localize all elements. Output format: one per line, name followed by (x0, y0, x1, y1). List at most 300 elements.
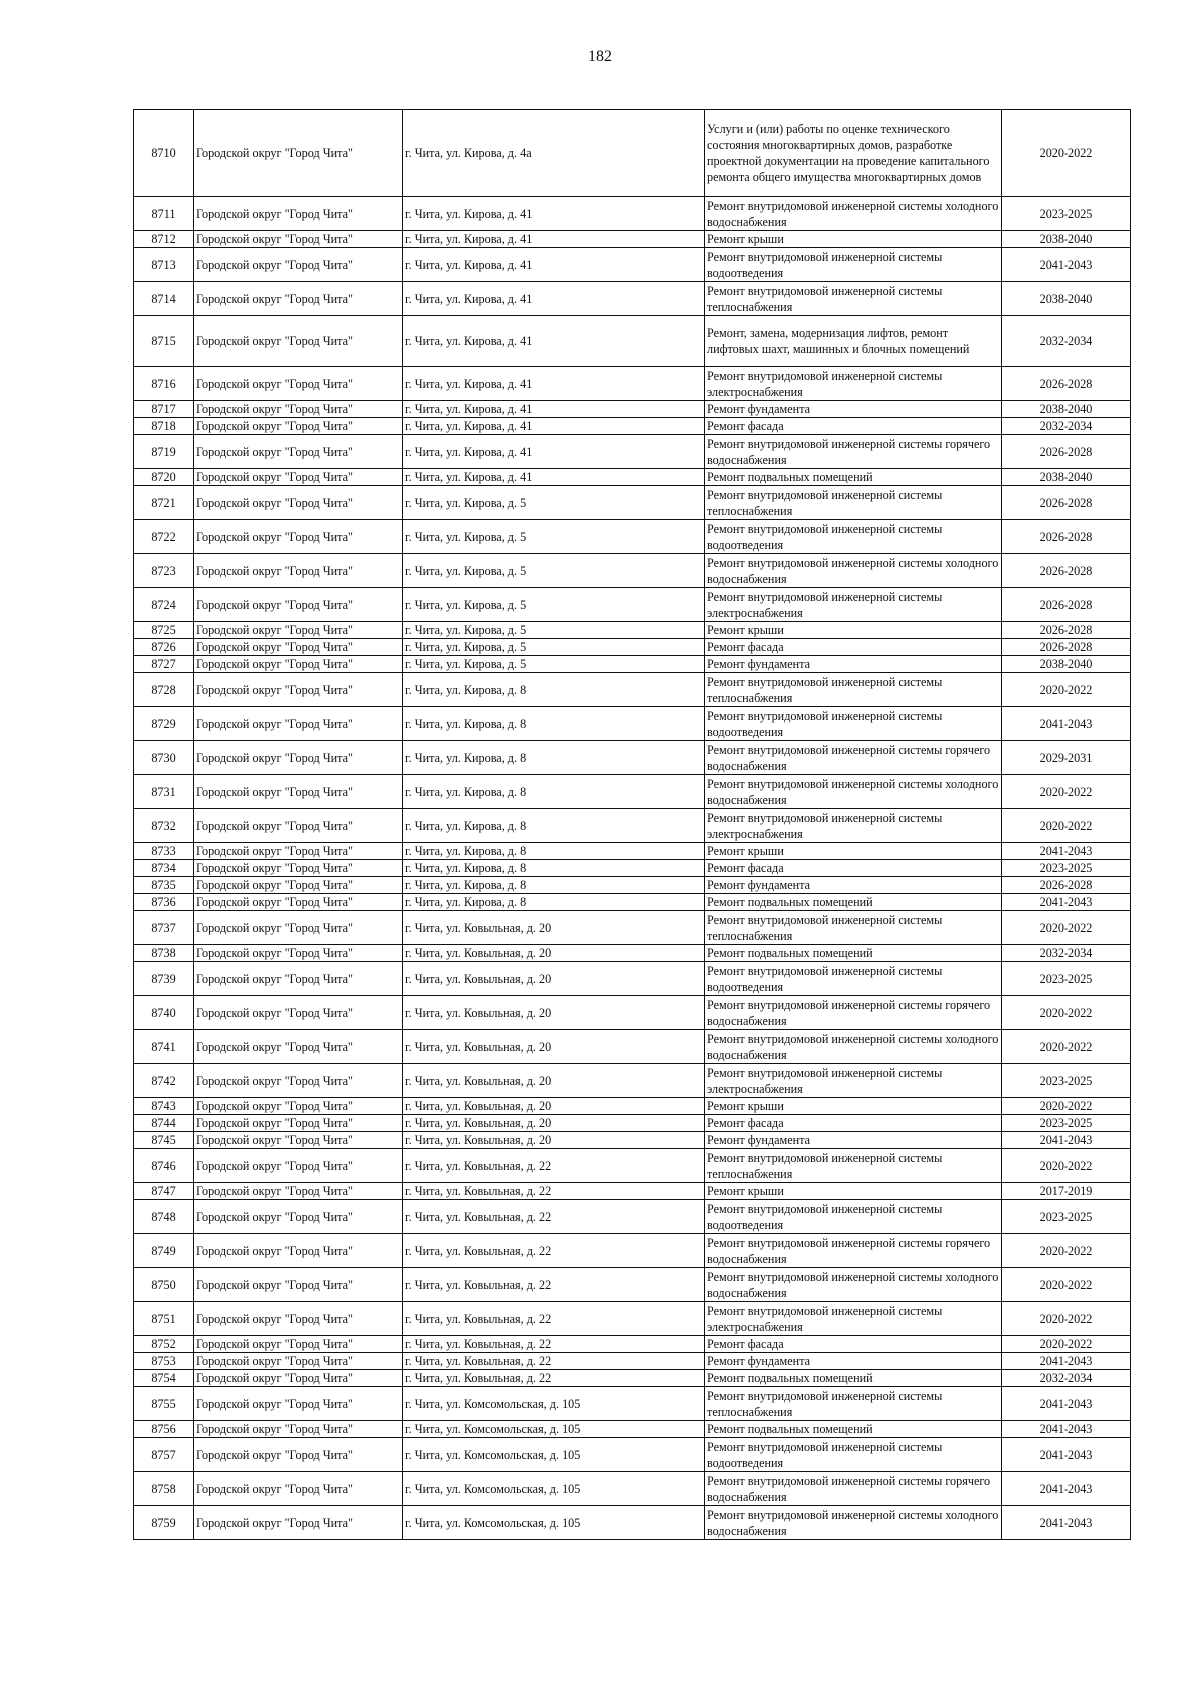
row-number-cell: 8754 (134, 1370, 194, 1387)
row-number-cell: 8755 (134, 1387, 194, 1421)
municipality-cell: Городской округ "Город Чита" (194, 843, 403, 860)
period-cell: 2041-2043 (1002, 248, 1131, 282)
table-row (134, 418, 1131, 435)
period-cell: 2023-2025 (1002, 1064, 1131, 1098)
row-number-cell: 8738 (134, 945, 194, 962)
work-type-cell: Ремонт крыши (705, 1098, 1002, 1115)
table-row (134, 622, 1131, 639)
address-cell: г. Чита, ул. Кирова, д. 8 (403, 707, 705, 741)
table-row (134, 231, 1131, 248)
row-number-cell: 8726 (134, 639, 194, 656)
table-row (134, 1234, 1131, 1268)
address-cell: г. Чита, ул. Кирова, д. 4а (403, 110, 705, 197)
municipality-cell: Городской округ "Город Чита" (194, 860, 403, 877)
work-type-cell: Ремонт фундамента (705, 1353, 1002, 1370)
municipality-cell: Городской округ "Город Чита" (194, 809, 403, 843)
period-cell: 2038-2040 (1002, 282, 1131, 316)
municipality-cell: Городской округ "Город Чита" (194, 316, 403, 367)
address-cell: г. Чита, ул. Кирова, д. 8 (403, 741, 705, 775)
municipality-cell: Городской округ "Город Чита" (194, 1472, 403, 1506)
municipality-cell: Городской округ "Город Чита" (194, 282, 403, 316)
period-cell: 2020-2022 (1002, 1234, 1131, 1268)
address-cell: г. Чита, ул. Комсомольская, д. 105 (403, 1438, 705, 1472)
page-number: 182 (588, 48, 612, 65)
work-type-cell: Ремонт внутридомовой инженерной системы холодного водоснабжения (705, 197, 1002, 231)
period-cell: 2038-2040 (1002, 469, 1131, 486)
row-number-cell: 8718 (134, 418, 194, 435)
work-type-cell: Ремонт внутридомовой инженерной системы водоотведения (705, 962, 1002, 996)
period-cell: 2032-2034 (1002, 1370, 1131, 1387)
address-cell: г. Чита, ул. Ковыльная, д. 22 (403, 1370, 705, 1387)
row-number-cell: 8727 (134, 656, 194, 673)
municipality-cell: Городской округ "Город Чита" (194, 1234, 403, 1268)
municipality-cell: Городской округ "Город Чита" (194, 1302, 403, 1336)
row-number-cell: 8757 (134, 1438, 194, 1472)
address-cell: г. Чита, ул. Кирова, д. 8 (403, 843, 705, 860)
address-cell: г. Чита, ул. Ковыльная, д. 20 (403, 1098, 705, 1115)
work-type-cell: Ремонт внутридомовой инженерной системы горячего водоснабжения (705, 1472, 1002, 1506)
table-row (134, 1438, 1131, 1472)
work-type-cell: Ремонт внутридомовой инженерной системы водоотведения (705, 520, 1002, 554)
municipality-cell: Городской округ "Город Чита" (194, 911, 403, 945)
table-row (134, 639, 1131, 656)
row-number-cell: 8735 (134, 877, 194, 894)
address-cell: г. Чита, ул. Ковыльная, д. 22 (403, 1336, 705, 1353)
table-row (134, 197, 1131, 231)
work-type-cell: Ремонт внутридомовой инженерной системы водоотведения (705, 248, 1002, 282)
row-number-cell: 8750 (134, 1268, 194, 1302)
municipality-cell: Городской округ "Город Чита" (194, 231, 403, 248)
table-row (134, 843, 1131, 860)
period-cell: 2026-2028 (1002, 588, 1131, 622)
work-type-cell: Ремонт внутридомовой инженерной системы горячего водоснабжения (705, 741, 1002, 775)
municipality-cell: Городской округ "Город Чита" (194, 1268, 403, 1302)
address-cell: г. Чита, ул. Ковыльная, д. 22 (403, 1200, 705, 1234)
period-cell: 2020-2022 (1002, 1336, 1131, 1353)
table-row (134, 282, 1131, 316)
row-number-cell: 8719 (134, 435, 194, 469)
table-row (134, 367, 1131, 401)
period-cell: 2038-2040 (1002, 231, 1131, 248)
table-body (134, 110, 1131, 1540)
period-cell: 2041-2043 (1002, 1132, 1131, 1149)
address-cell: г. Чита, ул. Комсомольская, д. 105 (403, 1387, 705, 1421)
period-cell: 2020-2022 (1002, 673, 1131, 707)
table-row (134, 996, 1131, 1030)
table-row (134, 110, 1131, 197)
row-number-cell: 8752 (134, 1336, 194, 1353)
address-cell: г. Чита, ул. Комсомольская, д. 105 (403, 1472, 705, 1506)
row-number-cell: 8720 (134, 469, 194, 486)
municipality-cell: Городской округ "Город Чита" (194, 1336, 403, 1353)
table-row (134, 894, 1131, 911)
municipality-cell: Городской округ "Город Чита" (194, 1149, 403, 1183)
work-type-cell: Ремонт внутридомовой инженерной системы электроснабжения (705, 1302, 1002, 1336)
row-number-cell: 8712 (134, 231, 194, 248)
table-row (134, 877, 1131, 894)
address-cell: г. Чита, ул. Кирова, д. 41 (403, 401, 705, 418)
table-row (134, 1370, 1131, 1387)
row-number-cell: 8721 (134, 486, 194, 520)
period-cell: 2020-2022 (1002, 809, 1131, 843)
work-type-cell: Ремонт внутридомовой инженерной системы теплоснабжения (705, 673, 1002, 707)
address-cell: г. Чита, ул. Кирова, д. 41 (403, 469, 705, 486)
address-cell: г. Чита, ул. Кирова, д. 5 (403, 656, 705, 673)
table-row (134, 248, 1131, 282)
work-type-cell: Ремонт крыши (705, 231, 1002, 248)
table-row (134, 435, 1131, 469)
municipality-cell: Городской округ "Город Чита" (194, 1115, 403, 1132)
period-cell: 2038-2040 (1002, 401, 1131, 418)
address-cell: г. Чита, ул. Кирова, д. 5 (403, 588, 705, 622)
address-cell: г. Чита, ул. Комсомольская, д. 105 (403, 1506, 705, 1540)
period-cell: 2020-2022 (1002, 911, 1131, 945)
period-cell: 2026-2028 (1002, 520, 1131, 554)
period-cell: 2026-2028 (1002, 554, 1131, 588)
address-cell: г. Чита, ул. Ковыльная, д. 20 (403, 911, 705, 945)
municipality-cell: Городской округ "Город Чита" (194, 707, 403, 741)
municipality-cell: Городской округ "Город Чита" (194, 741, 403, 775)
period-cell: 2041-2043 (1002, 1421, 1131, 1438)
row-number-cell: 8711 (134, 197, 194, 231)
address-cell: г. Чита, ул. Кирова, д. 5 (403, 520, 705, 554)
row-number-cell: 8749 (134, 1234, 194, 1268)
table-row (134, 316, 1131, 367)
table-row (134, 656, 1131, 673)
municipality-cell: Городской округ "Город Чита" (194, 877, 403, 894)
work-type-cell: Ремонт внутридомовой инженерной системы холодного водоснабжения (705, 1030, 1002, 1064)
address-cell: г. Чита, ул. Кирова, д. 8 (403, 809, 705, 843)
address-cell: г. Чита, ул. Ковыльная, д. 22 (403, 1149, 705, 1183)
work-type-cell: Ремонт подвальных помещений (705, 945, 1002, 962)
address-cell: г. Чита, ул. Кирова, д. 41 (403, 418, 705, 435)
table-row (134, 588, 1131, 622)
address-cell: г. Чита, ул. Кирова, д. 8 (403, 673, 705, 707)
table-row (134, 1302, 1131, 1336)
municipality-cell: Городской округ "Город Чита" (194, 1387, 403, 1421)
row-number-cell: 8710 (134, 110, 194, 197)
row-number-cell: 8758 (134, 1472, 194, 1506)
work-type-cell: Ремонт фундамента (705, 401, 1002, 418)
period-cell: 2032-2034 (1002, 316, 1131, 367)
address-cell: г. Чита, ул. Кирова, д. 41 (403, 282, 705, 316)
work-type-cell: Ремонт внутридомовой инженерной системы электроснабжения (705, 367, 1002, 401)
municipality-cell: Городской округ "Город Чита" (194, 775, 403, 809)
municipality-cell: Городской округ "Город Чита" (194, 418, 403, 435)
table-row (134, 469, 1131, 486)
row-number-cell: 8729 (134, 707, 194, 741)
row-number-cell: 8748 (134, 1200, 194, 1234)
row-number-cell: 8714 (134, 282, 194, 316)
table-row (134, 1421, 1131, 1438)
row-number-cell: 8724 (134, 588, 194, 622)
municipality-cell: Городской округ "Город Чита" (194, 656, 403, 673)
row-number-cell: 8731 (134, 775, 194, 809)
address-cell: г. Чита, ул. Кирова, д. 8 (403, 894, 705, 911)
work-type-cell: Ремонт подвальных помещений (705, 894, 1002, 911)
table-row (134, 911, 1131, 945)
table-row (134, 945, 1131, 962)
row-number-cell: 8747 (134, 1183, 194, 1200)
table-row (134, 775, 1131, 809)
row-number-cell: 8756 (134, 1421, 194, 1438)
period-cell: 2023-2025 (1002, 962, 1131, 996)
row-number-cell: 8716 (134, 367, 194, 401)
work-type-cell: Ремонт фасада (705, 418, 1002, 435)
address-cell: г. Чита, ул. Ковыльная, д. 20 (403, 1064, 705, 1098)
address-cell: г. Чита, ул. Ковыльная, д. 20 (403, 1115, 705, 1132)
row-number-cell: 8753 (134, 1353, 194, 1370)
row-number-cell: 8713 (134, 248, 194, 282)
work-type-cell: Ремонт внутридомовой инженерной системы водоотведения (705, 707, 1002, 741)
row-number-cell: 8743 (134, 1098, 194, 1115)
address-cell: г. Чита, ул. Ковыльная, д. 20 (403, 1030, 705, 1064)
municipality-cell: Городской округ "Город Чита" (194, 1183, 403, 1200)
period-cell: 2032-2034 (1002, 945, 1131, 962)
row-number-cell: 8717 (134, 401, 194, 418)
work-type-cell: Ремонт внутридомовой инженерной системы горячего водоснабжения (705, 435, 1002, 469)
table-row (134, 1336, 1131, 1353)
period-cell: 2026-2028 (1002, 435, 1131, 469)
municipality-cell: Городской округ "Город Чита" (194, 1506, 403, 1540)
row-number-cell: 8732 (134, 809, 194, 843)
address-cell: г. Чита, ул. Кирова, д. 5 (403, 486, 705, 520)
row-number-cell: 8723 (134, 554, 194, 588)
table-row (134, 1268, 1131, 1302)
work-type-cell: Ремонт фундамента (705, 877, 1002, 894)
municipality-cell: Городской округ "Город Чита" (194, 401, 403, 418)
work-type-cell: Ремонт внутридомовой инженерной системы горячего водоснабжения (705, 996, 1002, 1030)
period-cell: 2026-2028 (1002, 639, 1131, 656)
work-type-cell: Ремонт подвальных помещений (705, 1421, 1002, 1438)
address-cell: г. Чита, ул. Ковыльная, д. 20 (403, 945, 705, 962)
period-cell: 2032-2034 (1002, 418, 1131, 435)
period-cell: 2041-2043 (1002, 843, 1131, 860)
row-number-cell: 8733 (134, 843, 194, 860)
municipality-cell: Городской округ "Город Чита" (194, 1200, 403, 1234)
row-number-cell: 8722 (134, 520, 194, 554)
address-cell: г. Чита, ул. Кирова, д. 41 (403, 231, 705, 248)
table-row (134, 486, 1131, 520)
address-cell: г. Чита, ул. Кирова, д. 41 (403, 316, 705, 367)
period-cell: 2023-2025 (1002, 1200, 1131, 1234)
table-row (134, 1115, 1131, 1132)
address-cell: г. Чита, ул. Кирова, д. 5 (403, 639, 705, 656)
municipality-cell: Городской округ "Город Чита" (194, 1353, 403, 1370)
table-row (134, 1353, 1131, 1370)
address-cell: г. Чита, ул. Ковыльная, д. 22 (403, 1302, 705, 1336)
address-cell: г. Чита, ул. Кирова, д. 41 (403, 367, 705, 401)
table-row (134, 1200, 1131, 1234)
row-number-cell: 8725 (134, 622, 194, 639)
row-number-cell: 8739 (134, 962, 194, 996)
address-cell: г. Чита, ул. Ковыльная, д. 20 (403, 962, 705, 996)
period-cell: 2023-2025 (1002, 197, 1131, 231)
address-cell: г. Чита, ул. Ковыльная, д. 22 (403, 1268, 705, 1302)
row-number-cell: 8715 (134, 316, 194, 367)
table-row (134, 1030, 1131, 1064)
table-row (134, 673, 1131, 707)
table-row (134, 1064, 1131, 1098)
municipality-cell: Городской округ "Город Чита" (194, 486, 403, 520)
period-cell: 2020-2022 (1002, 1030, 1131, 1064)
row-number-cell: 8759 (134, 1506, 194, 1540)
address-cell: г. Чита, ул. Кирова, д. 5 (403, 622, 705, 639)
period-cell: 2020-2022 (1002, 1268, 1131, 1302)
period-cell: 2020-2022 (1002, 110, 1131, 197)
municipality-cell: Городской округ "Город Чита" (194, 588, 403, 622)
address-cell: г. Чита, ул. Ковыльная, д. 22 (403, 1353, 705, 1370)
row-number-cell: 8737 (134, 911, 194, 945)
row-number-cell: 8746 (134, 1149, 194, 1183)
municipality-cell: Городской округ "Город Чита" (194, 1064, 403, 1098)
work-type-cell: Ремонт подвальных помещений (705, 469, 1002, 486)
municipality-cell: Городской округ "Город Чита" (194, 962, 403, 996)
work-type-cell: Ремонт крыши (705, 1183, 1002, 1200)
row-number-cell: 8742 (134, 1064, 194, 1098)
table-row (134, 1506, 1131, 1540)
period-cell: 2023-2025 (1002, 860, 1131, 877)
work-type-cell: Ремонт внутридомовой инженерной системы теплоснабжения (705, 282, 1002, 316)
period-cell: 2041-2043 (1002, 1353, 1131, 1370)
address-cell: г. Чита, ул. Кирова, д. 41 (403, 197, 705, 231)
table-row (134, 1132, 1131, 1149)
table-row (134, 1098, 1131, 1115)
municipality-cell: Городской округ "Город Чита" (194, 639, 403, 656)
municipality-cell: Городской округ "Город Чита" (194, 1098, 403, 1115)
address-cell: г. Чита, ул. Комсомольская, д. 105 (403, 1421, 705, 1438)
period-cell: 2026-2028 (1002, 486, 1131, 520)
work-type-cell: Ремонт внутридомовой инженерной системы водоотведения (705, 1200, 1002, 1234)
table-row (134, 860, 1131, 877)
municipality-cell: Городской округ "Город Чита" (194, 197, 403, 231)
period-cell: 2020-2022 (1002, 1098, 1131, 1115)
municipality-cell: Городской округ "Город Чита" (194, 469, 403, 486)
row-number-cell: 8745 (134, 1132, 194, 1149)
row-number-cell: 8734 (134, 860, 194, 877)
address-cell: г. Чита, ул. Кирова, д. 8 (403, 860, 705, 877)
work-type-cell: Ремонт фасада (705, 639, 1002, 656)
work-type-cell: Ремонт внутридомовой инженерной системы электроснабжения (705, 588, 1002, 622)
period-cell: 2023-2025 (1002, 1115, 1131, 1132)
municipality-cell: Городской округ "Город Чита" (194, 367, 403, 401)
row-number-cell: 8740 (134, 996, 194, 1030)
municipality-cell: Городской округ "Город Чита" (194, 622, 403, 639)
work-type-cell: Ремонт подвальных помещений (705, 1370, 1002, 1387)
period-cell: 2038-2040 (1002, 656, 1131, 673)
period-cell: 2041-2043 (1002, 1438, 1131, 1472)
work-type-cell: Ремонт внутридомовой инженерной системы холодного водоснабжения (705, 1268, 1002, 1302)
period-cell: 2041-2043 (1002, 1506, 1131, 1540)
table-row (134, 401, 1131, 418)
work-type-cell: Ремонт внутридомовой инженерной системы холодного водоснабжения (705, 554, 1002, 588)
period-cell: 2029-2031 (1002, 741, 1131, 775)
work-type-cell: Ремонт фундамента (705, 1132, 1002, 1149)
period-cell: 2041-2043 (1002, 1472, 1131, 1506)
municipality-cell: Городской округ "Город Чита" (194, 1421, 403, 1438)
municipality-cell: Городской округ "Город Чита" (194, 1370, 403, 1387)
table-row (134, 1149, 1131, 1183)
work-type-cell: Ремонт фасада (705, 860, 1002, 877)
period-cell: 2020-2022 (1002, 1149, 1131, 1183)
work-type-cell: Ремонт внутридомовой инженерной системы теплоснабжения (705, 1387, 1002, 1421)
table-row (134, 554, 1131, 588)
work-type-cell: Ремонт крыши (705, 843, 1002, 860)
period-cell: 2020-2022 (1002, 1302, 1131, 1336)
municipality-cell: Городской округ "Город Чита" (194, 1132, 403, 1149)
work-type-cell: Ремонт фасада (705, 1115, 1002, 1132)
municipality-cell: Городской округ "Город Чита" (194, 894, 403, 911)
period-cell: 2041-2043 (1002, 894, 1131, 911)
row-number-cell: 8741 (134, 1030, 194, 1064)
work-type-cell: Ремонт внутридомовой инженерной системы холодного водоснабжения (705, 1506, 1002, 1540)
row-number-cell: 8751 (134, 1302, 194, 1336)
municipality-cell: Городской округ "Город Чита" (194, 520, 403, 554)
work-type-cell: Ремонт внутридомовой инженерной системы теплоснабжения (705, 486, 1002, 520)
work-type-cell: Ремонт, замена, модернизация лифтов, ремонт лифтовых шахт, машинных и блочных помещений (705, 316, 1002, 367)
period-cell: 2020-2022 (1002, 996, 1131, 1030)
row-number-cell: 8730 (134, 741, 194, 775)
address-cell: г. Чита, ул. Кирова, д. 5 (403, 554, 705, 588)
address-cell: г. Чита, ул. Ковыльная, д. 20 (403, 1132, 705, 1149)
address-cell: г. Чита, ул. Кирова, д. 41 (403, 248, 705, 282)
period-cell: 2041-2043 (1002, 1387, 1131, 1421)
work-type-cell: Ремонт фасада (705, 1336, 1002, 1353)
address-cell: г. Чита, ул. Ковыльная, д. 22 (403, 1183, 705, 1200)
table-row (134, 809, 1131, 843)
row-number-cell: 8744 (134, 1115, 194, 1132)
table-row (134, 1183, 1131, 1200)
table-row (134, 520, 1131, 554)
address-cell: г. Чита, ул. Ковыльная, д. 20 (403, 996, 705, 1030)
municipality-cell: Городской округ "Город Чита" (194, 673, 403, 707)
address-cell: г. Чита, ул. Ковыльная, д. 22 (403, 1234, 705, 1268)
period-cell: 2026-2028 (1002, 622, 1131, 639)
work-type-cell: Ремонт внутридомовой инженерной системы теплоснабжения (705, 1149, 1002, 1183)
work-type-cell: Ремонт внутридомовой инженерной системы электроснабжения (705, 1064, 1002, 1098)
municipality-cell: Городской округ "Город Чита" (194, 435, 403, 469)
table-row (134, 1387, 1131, 1421)
row-number-cell: 8728 (134, 673, 194, 707)
address-cell: г. Чита, ул. Кирова, д. 8 (403, 775, 705, 809)
period-cell: 2020-2022 (1002, 775, 1131, 809)
municipality-cell: Городской округ "Город Чита" (194, 248, 403, 282)
period-cell: 2017-2019 (1002, 1183, 1131, 1200)
repair-schedule-table (133, 109, 1131, 1540)
table-row (134, 1472, 1131, 1506)
table-row (134, 962, 1131, 996)
municipality-cell: Городской округ "Город Чита" (194, 1030, 403, 1064)
address-cell: г. Чита, ул. Кирова, д. 8 (403, 877, 705, 894)
work-type-cell: Ремонт крыши (705, 622, 1002, 639)
work-type-cell: Услуги и (или) работы по оценке технического состояния многоквартирных домов, разработке проектной документации на проведение капитального ремонта общего имущества многоквартирных домов (705, 110, 1002, 197)
work-type-cell: Ремонт внутридомовой инженерной системы электроснабжения (705, 809, 1002, 843)
table-row (134, 741, 1131, 775)
work-type-cell: Ремонт внутридомовой инженерной системы водоотведения (705, 1438, 1002, 1472)
municipality-cell: Городской округ "Город Чита" (194, 1438, 403, 1472)
address-cell: г. Чита, ул. Кирова, д. 41 (403, 435, 705, 469)
work-type-cell: Ремонт внутридомовой инженерной системы холодного водоснабжения (705, 775, 1002, 809)
municipality-cell: Городской округ "Город Чита" (194, 996, 403, 1030)
municipality-cell: Городской округ "Город Чита" (194, 945, 403, 962)
municipality-cell: Городской округ "Город Чита" (194, 554, 403, 588)
work-type-cell: Ремонт внутридомовой инженерной системы теплоснабжения (705, 911, 1002, 945)
row-number-cell: 8736 (134, 894, 194, 911)
period-cell: 2026-2028 (1002, 877, 1131, 894)
work-type-cell: Ремонт внутридомовой инженерной системы горячего водоснабжения (705, 1234, 1002, 1268)
period-cell: 2026-2028 (1002, 367, 1131, 401)
municipality-cell: Городской округ "Город Чита" (194, 110, 403, 197)
